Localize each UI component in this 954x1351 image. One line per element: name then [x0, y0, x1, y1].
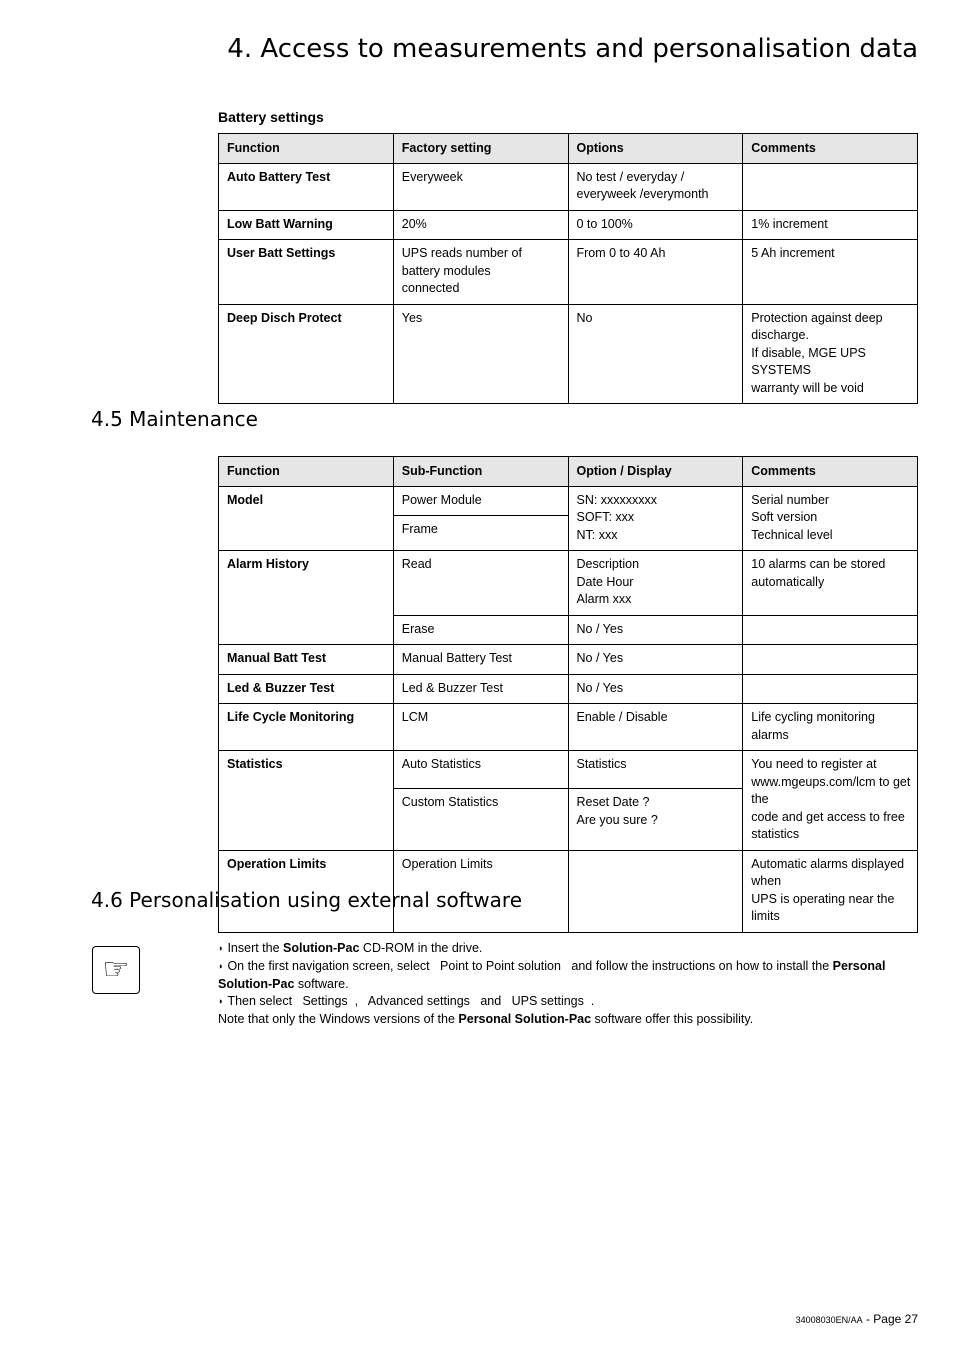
column-header: Function: [219, 134, 394, 164]
factory-cell: 20%: [393, 210, 568, 240]
factory-cell: Yes: [393, 304, 568, 404]
function-cell: Led & Buzzer Test: [219, 674, 394, 704]
column-header: Option / Display: [568, 457, 743, 487]
subfunction-cell: Erase: [393, 615, 568, 645]
table-header-row: [219, 134, 918, 164]
factory-cell: UPS reads number of battery modules connected: [393, 240, 568, 305]
page-number: - Page 27: [862, 1312, 918, 1326]
pointing-hand-icon: ☞: [92, 946, 140, 994]
table-row: [219, 551, 918, 616]
column-header: Comments: [743, 457, 918, 487]
function-cell: Deep Disch Protect: [219, 304, 394, 404]
comments-cell: You need to register at www.mgeups.com/lcm to get the code and get access to free statistics: [743, 751, 918, 851]
function-cell: Model: [219, 486, 394, 551]
table-row: [219, 674, 918, 704]
table-row: [219, 163, 918, 210]
subfunction-cell: Led & Buzzer Test: [393, 674, 568, 704]
comments-cell: 1% increment: [743, 210, 918, 240]
battery-settings-heading: Battery settings: [218, 109, 324, 125]
comments-cell: [743, 163, 918, 210]
option-cell: SN: xxxxxxxxx SOFT: xxx NT: xxx: [568, 486, 743, 551]
note: Note that only the Windows versions of the Personal Solution-Pac software offer this possibility.: [218, 1012, 754, 1027]
page-title: 4. Access to measurements and personalisation data: [227, 34, 918, 64]
subfunction-cell: Operation Limits: [393, 850, 568, 932]
function-cell: Manual Batt Test: [219, 645, 394, 675]
comments-cell: [743, 674, 918, 704]
table-row: [219, 210, 918, 240]
column-header: Function: [219, 457, 394, 487]
subfunction-cell: Power Module: [393, 486, 568, 516]
software-heading: 4.6 Personalisation using external software: [91, 888, 523, 912]
maintenance-table: [218, 456, 918, 933]
option-cell: Reset Date ? Are you sure ?: [568, 789, 743, 850]
subfunction-cell: Manual Battery Test: [393, 645, 568, 675]
option-cell: Statistics: [568, 751, 743, 789]
column-header: Options: [568, 134, 743, 164]
function-cell: Statistics: [219, 751, 394, 851]
table-row: [219, 751, 918, 789]
bullet-icon: ◗: [218, 960, 224, 971]
function-cell: Life Cycle Monitoring: [219, 704, 394, 751]
option-cell: No / Yes: [568, 674, 743, 704]
comments-cell: Protection against deep discharge. If disable, MGE UPS SYSTEMS warranty will be void: [743, 304, 918, 404]
table-row: [219, 704, 918, 751]
option-cell: No / Yes: [568, 645, 743, 675]
function-cell: User Batt Settings: [219, 240, 394, 305]
option-cell: Enable / Disable: [568, 704, 743, 751]
table-row: [219, 645, 918, 675]
function-cell: Auto Battery Test: [219, 163, 394, 210]
function-cell: Operation Limits: [219, 850, 394, 932]
comments-cell: [743, 615, 918, 645]
subfunction-cell: Frame: [393, 516, 568, 551]
subfunction-cell: LCM: [393, 704, 568, 751]
comments-cell: 5 Ah increment: [743, 240, 918, 305]
bullet-icon: ◗: [218, 996, 224, 1007]
list-item: ◗ Then select Settings , Advanced settings and UPS settings .: [218, 994, 595, 1009]
comments-cell: Automatic alarms displayed when UPS is operating near the limits: [743, 850, 918, 932]
options-cell: No: [568, 304, 743, 404]
table-row: [219, 486, 918, 516]
options-cell: 0 to 100%: [568, 210, 743, 240]
option-cell: [568, 850, 743, 932]
subfunction-cell: Custom Statistics: [393, 789, 568, 850]
comments-cell: Serial number Soft version Technical level: [743, 486, 918, 551]
comments-cell: Life cycling monitoring alarms: [743, 704, 918, 751]
table-row: [219, 304, 918, 404]
list-item: ◗ On the first navigation screen, select Point to Point solution and follow the instructions on how to install the Personal Solution-Pac software.: [218, 958, 889, 991]
options-cell: No test / everyday / everyweek /everymonth: [568, 163, 743, 210]
battery-settings-table: [218, 133, 918, 404]
options-cell: From 0 to 40 Ah: [568, 240, 743, 305]
subfunction-cell: Auto Statistics: [393, 751, 568, 789]
column-header: Comments: [743, 134, 918, 164]
subfunction-cell: Read: [393, 551, 568, 616]
function-cell: Alarm History: [219, 551, 394, 645]
comments-cell: 10 alarms can be stored automatically: [743, 551, 918, 616]
software-instructions: [218, 940, 918, 1029]
document-code: 34008030EN/AA: [795, 1315, 863, 1325]
option-cell: No / Yes: [568, 615, 743, 645]
maintenance-heading: 4.5 Maintenance: [91, 407, 258, 431]
list-item: ◗ Insert the Solution-Pac CD-ROM in the drive.: [218, 941, 483, 955]
function-cell: Low Batt Warning: [219, 210, 394, 240]
page-footer: [796, 1312, 918, 1326]
comments-cell: [743, 645, 918, 675]
table-row: [219, 240, 918, 305]
bullet-icon: ◗: [218, 943, 224, 953]
option-cell: Description Date Hour Alarm xxx: [568, 551, 743, 616]
factory-cell: Everyweek: [393, 163, 568, 210]
column-header: Sub-Function: [393, 457, 568, 487]
table-header-row: [219, 457, 918, 487]
column-header: Factory setting: [393, 134, 568, 164]
